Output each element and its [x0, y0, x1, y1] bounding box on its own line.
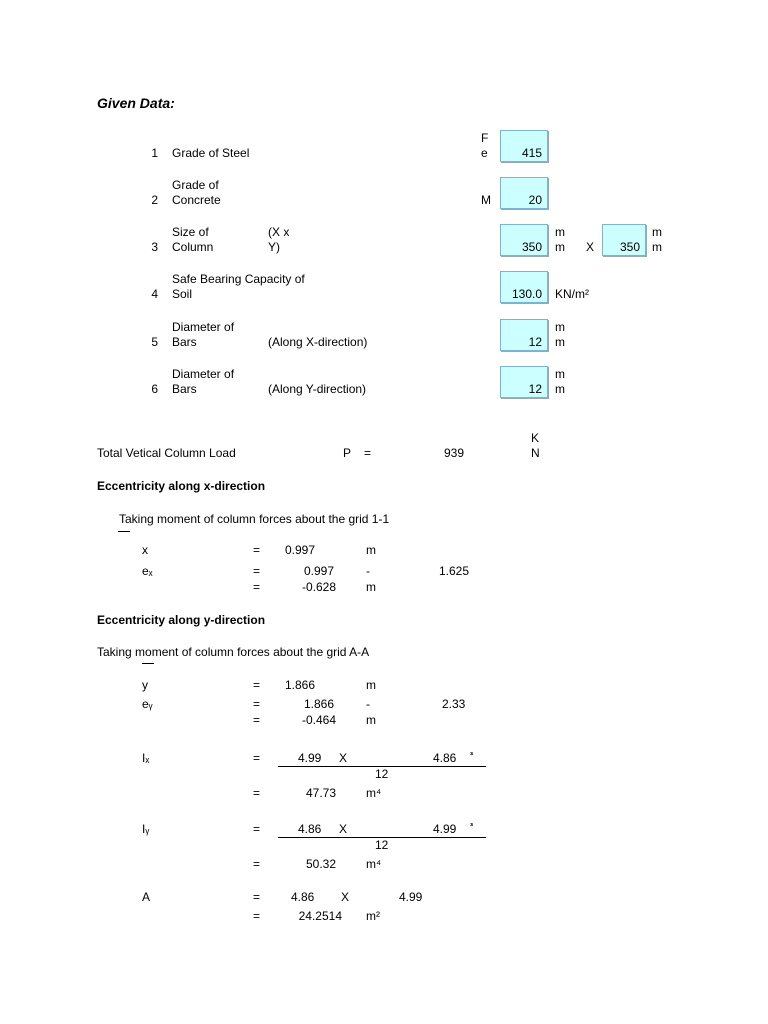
ex-result: -0.628 — [301, 580, 336, 594]
item-5-label-line1: Diameter of — [172, 320, 235, 334]
tilde-mark — [142, 663, 154, 664]
item-2-prefix: M — [481, 193, 491, 207]
item-4-label-line2: Soil — [172, 287, 193, 301]
column-size-y-unit-line1: m — [652, 225, 662, 239]
iy-equals-2: = — [253, 857, 261, 871]
ix-operand-b: 4.86 — [433, 751, 457, 765]
item-2-label-line2: Concrete — [172, 193, 221, 207]
ey-operand-b: 2.33 — [442, 697, 466, 711]
bar-diameter-x-unit-line1: m — [555, 320, 565, 334]
given-data-title: Given Data: — [97, 95, 175, 111]
area-result: 24.2514 — [298, 909, 342, 923]
ecc-y-moment-text: Taking moment of column forces about the grid A-A — [97, 645, 370, 659]
area-symbol: A — [142, 890, 151, 904]
ex-symbol: eₓ — [142, 564, 153, 578]
xbar-symbol: x — [142, 543, 148, 557]
concrete-grade-input[interactable]: 20 — [500, 177, 548, 209]
ybar-symbol: y — [142, 678, 148, 692]
ex-operand-a: 0.997 — [303, 564, 334, 578]
ix-equals: = — [253, 751, 261, 765]
ex-equals: = — [253, 564, 261, 578]
item-3-label-line2: Column — [172, 240, 214, 254]
iy-unit: m⁴ — [366, 857, 382, 871]
item-1-label: Grade of Steel — [172, 146, 250, 160]
iy-operand-b: 4.99 — [433, 822, 457, 836]
ix-symbol: Iₓ — [142, 751, 150, 765]
item-2-label-line1: Grade of — [172, 178, 219, 192]
iy-equals: = — [253, 822, 261, 836]
column-size-y-unit-line2: m — [652, 240, 662, 254]
item-4-label-line1: Safe Bearing Capacity of — [172, 272, 305, 286]
total-load-symbol: P — [343, 446, 352, 460]
bar-diameter-y-input[interactable]: 12 — [500, 366, 548, 398]
steel-grade-input[interactable]: 415 — [500, 130, 548, 162]
ybar-unit: m — [366, 678, 376, 692]
ecc-x-title: Eccentricity along x-direction — [97, 479, 266, 493]
column-size-separator: X — [586, 240, 595, 254]
bar-diameter-x-input[interactable]: 12 — [500, 319, 548, 351]
item-5-label-line2: Bars — [172, 335, 197, 349]
ex-unit: m — [366, 580, 376, 594]
item-3-axis-line1: (X x — [268, 225, 290, 239]
iy-operand-a: 4.86 — [298, 822, 322, 836]
ecc-y-title: Eccentricity along y-direction — [97, 613, 266, 627]
ix-unit: m⁴ — [366, 786, 382, 800]
ey-operator: - — [366, 697, 370, 711]
xbar-value: 0.997 — [285, 543, 316, 557]
item-6-label-line1: Diameter of — [172, 367, 235, 381]
iy-symbol: Iᵧ — [142, 822, 150, 836]
xbar-equals: = — [253, 543, 261, 557]
ix-exponent: ³ — [470, 750, 473, 760]
bearing-capacity-unit: KN/m² — [555, 287, 589, 301]
ey-equals: = — [253, 697, 261, 711]
ex-operand-b: 1.625 — [439, 564, 470, 578]
ex-operator: - — [366, 564, 370, 578]
item-6-direction: (Along Y-direction) — [268, 382, 367, 396]
area-operand-a: 4.86 — [291, 890, 315, 904]
item-3-axis-line2: Y) — [268, 240, 280, 254]
bar-diameter-y-unit-line1: m — [555, 367, 565, 381]
item-4-number: 4 — [151, 287, 158, 301]
xbar-unit: m — [366, 543, 376, 557]
iy-exponent: ³ — [470, 821, 473, 831]
ey-equals-2: = — [253, 713, 261, 727]
total-load-unit-line1: K — [531, 431, 540, 445]
ecc-x-moment-text: Taking moment of column forces about the grid 1-1 — [119, 512, 390, 526]
item-5-number: 5 — [151, 335, 158, 349]
ix-denominator: 12 — [375, 767, 389, 781]
item-5-direction: (Along X-direction) — [268, 335, 368, 349]
bar-diameter-y-unit-line2: m — [555, 382, 565, 396]
ix-equals-2: = — [253, 786, 261, 800]
item-1-number: 1 — [151, 146, 158, 160]
ix-result: 47.73 — [305, 786, 336, 800]
area-operand-b: 4.99 — [399, 890, 423, 904]
item-3-number: 3 — [151, 240, 158, 254]
total-load-value: 939 — [444, 446, 465, 460]
iy-operator: X — [339, 822, 348, 836]
item-1-prefix-line1: F — [481, 131, 489, 145]
column-size-y-input[interactable]: 350 — [602, 224, 646, 256]
item-6-number: 6 — [151, 382, 158, 396]
column-size-x-input[interactable]: 350 — [500, 224, 548, 256]
item-1-prefix-line2: e — [481, 146, 488, 160]
bearing-capacity-input[interactable]: 130.0 — [500, 271, 548, 303]
ex-equals-2: = — [253, 580, 261, 594]
item-2-number: 2 — [151, 193, 158, 207]
item-6-label-line2: Bars — [172, 382, 197, 396]
ix-operand-a: 4.99 — [298, 751, 322, 765]
column-size-x-unit-line1: m — [555, 225, 565, 239]
area-equals: = — [253, 890, 261, 904]
tilde-mark — [118, 531, 130, 532]
ix-operator: X — [339, 751, 348, 765]
item-3-label-line1: Size of — [172, 225, 209, 239]
ybar-equals: = — [253, 678, 261, 692]
total-load-unit-line2: N — [531, 446, 540, 460]
area-unit: m² — [366, 909, 380, 923]
total-load-equals: = — [364, 446, 372, 460]
iy-denominator: 12 — [375, 838, 389, 852]
ey-symbol: eᵧ — [142, 697, 153, 711]
column-size-x-unit-line2: m — [555, 240, 565, 254]
area-operator: X — [341, 890, 350, 904]
area-equals-2: = — [253, 909, 261, 923]
ey-operand-a: 1.866 — [303, 697, 334, 711]
iy-result: 50.32 — [305, 857, 336, 871]
total-load-label: Total Vetical Column Load — [97, 446, 236, 460]
ey-unit: m — [366, 713, 376, 727]
ybar-value: 1.866 — [285, 678, 316, 692]
ey-result: -0.464 — [301, 713, 336, 727]
bar-diameter-x-unit-line2: m — [555, 335, 565, 349]
